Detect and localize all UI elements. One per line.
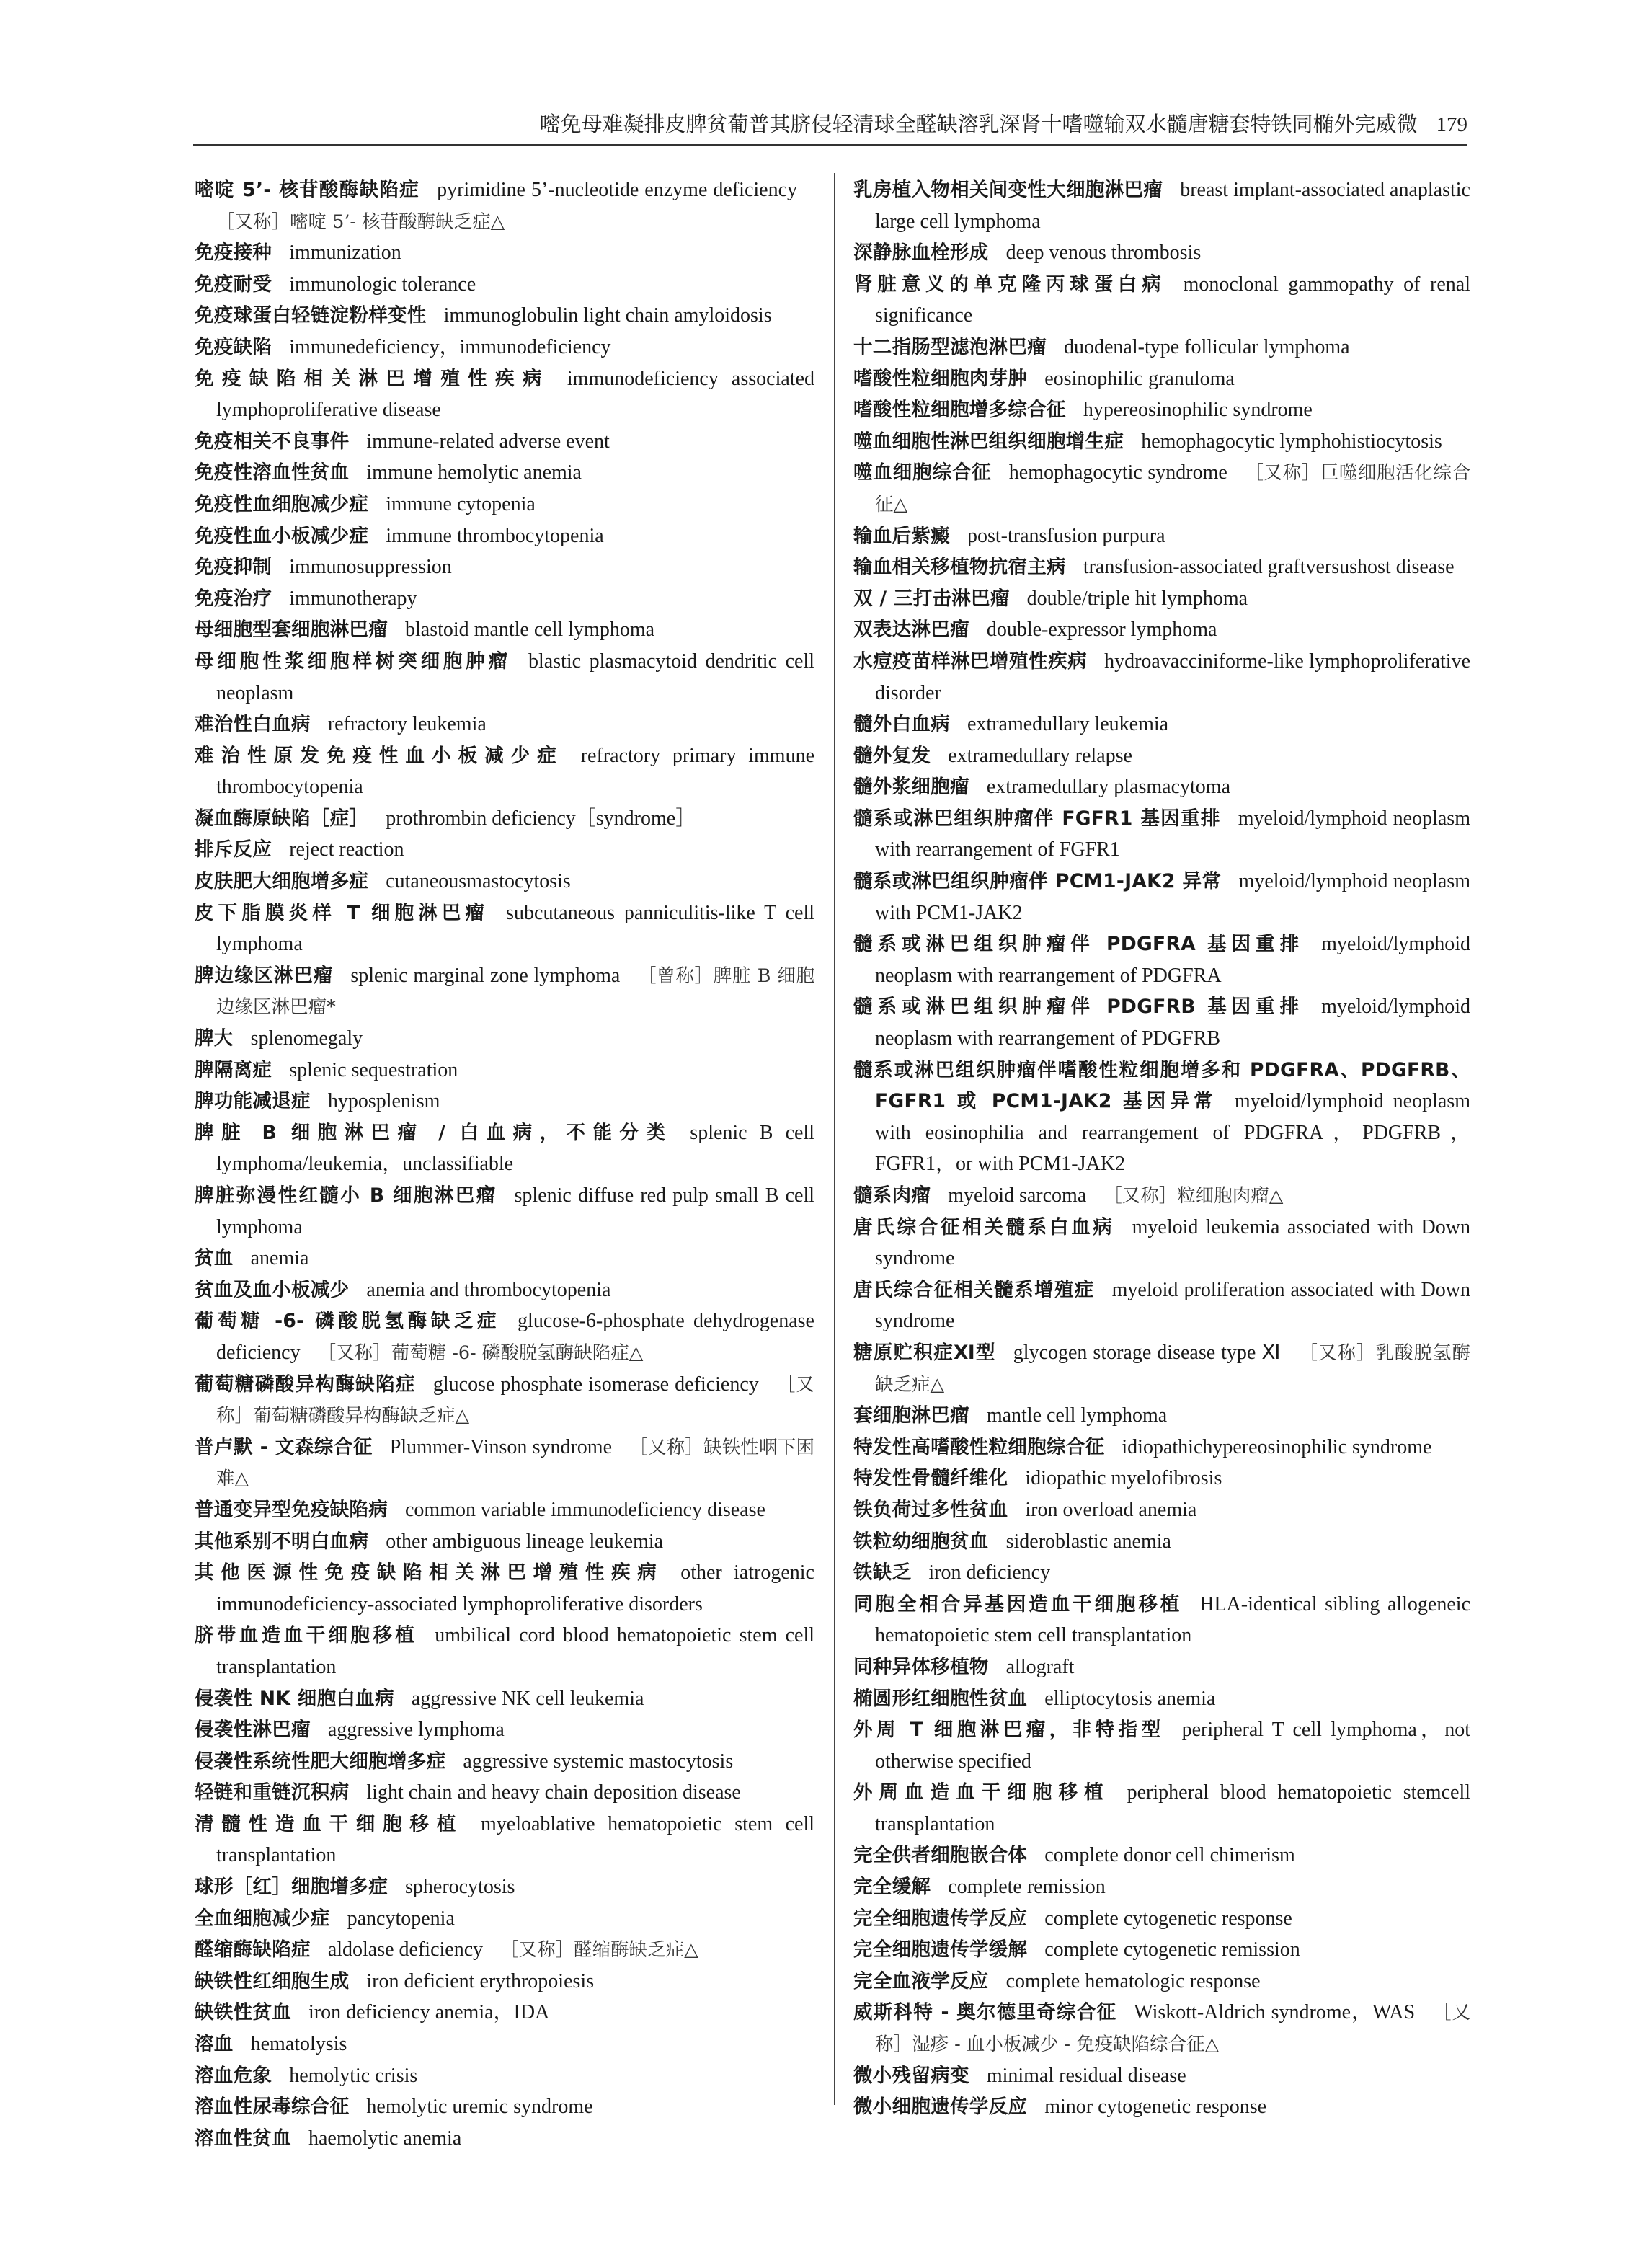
term-chinese: 脾功能减退症 [195, 1090, 311, 1113]
term-chinese: 醛缩酶缺陷症 [195, 1938, 311, 1962]
running-header [0, 108, 1467, 138]
term-english: refractory leukemia [327, 713, 487, 736]
term-english: extramedullary plasmacytoma [986, 776, 1231, 799]
term-chinese: 完全细胞遗传学缓解 [853, 1938, 1028, 1962]
glossary-entry [195, 646, 814, 709]
term-english: reject reaction [289, 838, 404, 861]
term-english: monoclonal gammopathy of renal significance [875, 272, 1470, 327]
term-english: immunologic tolerance [289, 272, 476, 296]
glossary-entry [853, 1463, 1470, 1494]
term-english: common variable immunodeficiency disease [405, 1498, 765, 1521]
term-english: cutaneousmastocytosis [386, 870, 571, 893]
term-english: spherocytosis [405, 1876, 515, 1899]
glossary-entry [853, 1494, 1470, 1526]
term-english: minimal residual disease [986, 2064, 1186, 2087]
glossary-entry [195, 1557, 814, 1620]
glossary-entry [195, 1369, 814, 1432]
term-chinese: 免疫球蛋白轻链淀粉样变性 [195, 304, 427, 327]
term-chinese: 铁粒幼细胞贫血 [853, 1530, 989, 1553]
term-english: complete remission [948, 1876, 1106, 1899]
term-chinese: 贫血及血小板减少 [195, 1278, 350, 1301]
term-english: aggressive systemic mastocytosis [463, 1750, 734, 1773]
term-chinese: 脾大 [195, 1027, 234, 1050]
term-english: aldolase deficiency [327, 1938, 484, 1962]
term-english: idiopathichypereosinophilic syndrome [1122, 1435, 1432, 1458]
glossary-entry [195, 1117, 814, 1180]
term-english: iron deficiency anemia，IDA [308, 2001, 550, 2024]
term-chinese: 免疫抑制 [195, 556, 272, 579]
term-chinese: 缺铁性红细胞生成 [195, 1969, 350, 1993]
term-english: myeloid/lymphoid neoplasm with rearrangement of PDGFRB [875, 996, 1470, 1050]
glossary-entry [853, 991, 1470, 1054]
term-chinese: 威斯科特 - 奥尔德里奇综合征 [853, 2001, 1117, 2024]
glossary-entry [853, 709, 1470, 740]
glossary-entry [195, 1871, 814, 1903]
term-chinese: 糖原贮积症Ⅺ型 [853, 1341, 996, 1364]
term-chinese: 脐带血造血干细胞移植 [195, 1624, 418, 1647]
term-english: myeloablative hematopoietic stem cell transplantation [216, 1812, 815, 1867]
glossary-entry [195, 614, 814, 646]
term-chinese: 髓系或淋巴组织肿瘤伴 FGFR1 基因重排 [853, 807, 1221, 830]
term-chinese: 输血后紫癜 [853, 524, 950, 547]
term-english: glycogen storage disease type Ⅺ [1013, 1341, 1282, 1364]
term-english: splenic diffuse red pulp small B cell lymphoma [216, 1184, 815, 1238]
term-chinese: 清髓性造血干细胞移植 [195, 1812, 463, 1835]
term-chinese: 同胞全相合异基因造血干细胞移植 [853, 1592, 1183, 1615]
glossary-entry [853, 928, 1470, 991]
glossary-entry [853, 1275, 1470, 1337]
glossary-entry [195, 583, 814, 615]
glossary-entry [195, 1620, 814, 1683]
term-alias-note: ［又称］醛缩酶缺乏症△ [500, 1939, 698, 1962]
term-english: prothrombin deficiency［syndrome］ [386, 807, 696, 830]
term-english: sideroblastic anemia [1005, 1530, 1171, 1553]
term-english: hypereosinophilic syndrome [1083, 399, 1313, 422]
glossary-entry [195, 1180, 814, 1243]
glossary-entry [195, 300, 814, 332]
term-english: hemolytic crisis [289, 2064, 418, 2087]
glossary-entry [195, 457, 814, 489]
term-alias-note: ［又称］葡萄糖 -6- 磷酸脱氢酶缺陷症△ [317, 1342, 644, 1364]
term-chinese: 特发性骨髓纤维化 [853, 1467, 1008, 1490]
term-chinese: 凝血酶原缺陷［症］ [195, 807, 369, 830]
term-chinese: 髓系或淋巴组织肿瘤伴 PDGFRB 基因重排 [853, 996, 1305, 1019]
glossary-entry [853, 2091, 1470, 2123]
term-chinese: 球形［红］细胞增多症 [195, 1876, 388, 1899]
glossary-entry [853, 1903, 1470, 1935]
term-alias-note: ［又称］乳酸脱氢酶缺乏症△ [875, 1342, 1470, 1396]
glossary-entry [195, 1714, 814, 1746]
term-chinese: 嗜酸性粒细胞肉芽肿 [853, 367, 1028, 390]
term-english: iron overload anemia [1025, 1498, 1197, 1521]
glossary-entry [853, 2060, 1470, 2092]
glossary-entry [195, 1432, 814, 1494]
term-english: glucose phosphate isomerase deficiency [432, 1373, 759, 1396]
glossary-entry [195, 803, 814, 835]
term-english: complete hematologic response [1005, 1969, 1261, 1993]
glossary-entry [853, 1840, 1470, 1871]
column-divider [834, 173, 835, 2105]
glossary-entry [853, 1557, 1470, 1589]
term-english: minor cytogenetic response [1044, 2096, 1267, 2119]
term-english: immune thrombocytopenia [386, 524, 604, 547]
term-english: complete cytogenetic remission [1044, 1938, 1300, 1962]
term-chinese: 外周 T 细胞淋巴瘤，非特指型 [853, 1719, 1165, 1742]
term-english: other ambiguous lineage leukemia [386, 1530, 664, 1553]
term-chinese: 缺铁性贫血 [195, 2001, 291, 2024]
term-chinese: 髓系或淋巴组织肿瘤伴 PDGFRA 基因重排 [853, 933, 1305, 956]
glossary-entry [853, 1432, 1470, 1463]
term-chinese: 普通变异型免疫缺陷病 [195, 1498, 388, 1521]
term-chinese: 水痘疫苗样淋巴增殖性疾病 [853, 650, 1088, 673]
glossary-entry [853, 866, 1470, 928]
term-chinese: 髓系或淋巴组织肿瘤伴嗜酸性粒细胞增多和 PDGFRA、PDGFRB、FGFR1 或 PCM1-JAK2 基因异常 [853, 1058, 1470, 1113]
term-alias-note: ［又称］嘧啶 5’- 核苷酸酶缺乏症△ [216, 210, 505, 233]
glossary-entry [195, 363, 814, 426]
glossary-entry [195, 426, 814, 458]
term-english: iron deficiency [928, 1561, 1051, 1584]
term-english: umbilical cord blood hematopoietic stem cell transplantation [216, 1624, 815, 1678]
glossary-entry [195, 1055, 814, 1086]
glossary-entry [853, 614, 1470, 646]
term-chinese: 微小残留病变 [853, 2064, 969, 2087]
term-alias-note: ［又称］粒细胞肉瘤△ [1103, 1185, 1284, 1207]
term-chinese: 输血相关移植物抗宿主病 [853, 556, 1066, 579]
term-chinese: 免疫性溶血性贫血 [195, 461, 350, 484]
glossary-entry [195, 1023, 814, 1055]
term-english: double/triple hit lymphoma [1026, 587, 1248, 610]
glossary-entry [853, 1337, 1470, 1400]
term-english: peripheral T cell lymphoma，not otherwise specified [875, 1719, 1471, 1773]
glossary-entry [195, 2029, 814, 2060]
term-english: anemia [250, 1247, 309, 1270]
term-english: extramedullary relapse [948, 744, 1132, 767]
term-chinese: 排斥反应 [195, 838, 272, 861]
glossary-entry [195, 897, 814, 960]
glossary-entry [195, 1997, 814, 2029]
term-chinese: 双表达淋巴瘤 [853, 619, 969, 642]
term-english: subcutaneous panniculitis-like T cell lymphoma [216, 901, 814, 956]
term-english: blastoid mantle cell lymphoma [405, 619, 655, 642]
glossary-entry [195, 174, 814, 237]
term-chinese: 免疫耐受 [195, 272, 272, 296]
term-english: myeloid sarcoma [948, 1184, 1087, 1207]
term-chinese: 套细胞淋巴瘤 [853, 1404, 969, 1427]
term-chinese: 唐氏综合征相关髓系增殖症 [853, 1278, 1095, 1301]
term-english: aggressive NK cell leukemia [411, 1687, 644, 1710]
term-english: myeloid leukemia associated with Down syndrome [875, 1215, 1470, 1270]
term-english: splenic B cell lymphoma/leukemia，unclassifiable [216, 1121, 814, 1176]
term-chinese: 侵袭性系统性肥大细胞增多症 [195, 1750, 446, 1773]
term-english: duodenal-type follicular lymphoma [1064, 335, 1350, 358]
term-chinese: 免疫接种 [195, 241, 272, 265]
glossary-entry [853, 646, 1470, 709]
glossary-entry [853, 457, 1470, 520]
glossary-entry [195, 1243, 814, 1275]
glossary-entry [853, 269, 1470, 332]
term-chinese: 双 / 三打击淋巴瘤 [853, 587, 1010, 610]
term-chinese: 免疫性血小板减少症 [195, 524, 369, 547]
term-chinese: 外周血造血干细胞移植 [853, 1781, 1110, 1804]
term-chinese: 母细胞性浆细胞样树突细胞肿瘤 [195, 650, 511, 673]
glossary-entry [853, 1966, 1470, 1998]
glossary-entry [853, 1683, 1470, 1715]
term-chinese: 母细胞型套细胞淋巴瘤 [195, 619, 388, 642]
term-chinese: 葡萄糖磷酸异构酶缺陷症 [195, 1373, 416, 1396]
term-english: double-expressor lymphoma [986, 619, 1217, 642]
term-chinese: 其他系别不明白血病 [195, 1530, 369, 1553]
term-chinese: 溶血性尿毒综合征 [195, 2096, 350, 2119]
term-chinese: 肾脏意义的单克隆丙球蛋白病 [853, 272, 1166, 296]
term-chinese: 髓外白血病 [853, 713, 950, 736]
term-english: immunodeficiency associated lymphoproliferative disease [216, 367, 814, 422]
glossary-entry [195, 1777, 814, 1809]
term-english: hemophagocytic syndrome [1008, 461, 1227, 484]
glossary-entry [853, 583, 1470, 615]
term-english: extramedullary leukemia [967, 713, 1169, 736]
term-chinese: 髓外复发 [853, 744, 931, 767]
term-chinese: 葡萄糖 -6- 磷酸脱氢酶缺乏症 [195, 1310, 501, 1333]
glossary-entry [195, 1494, 814, 1526]
glossary-entry [195, 2123, 814, 2155]
term-english: immune-related adverse event [366, 430, 610, 453]
header-rule [193, 144, 1467, 146]
page-number: 179 [1436, 113, 1467, 136]
term-english: hemolytic uremic syndrome [366, 2096, 593, 2119]
glossary-entry [853, 394, 1470, 426]
term-chinese: 乳房植入物相关间变性大细胞淋巴瘤 [853, 179, 1163, 201]
term-english: post-transfusion purpura [967, 524, 1165, 547]
glossary-entry [853, 1652, 1470, 1683]
glossary-entry [195, 1275, 814, 1306]
term-alias-note: ［又称］缺铁性咽下困难△ [216, 1436, 814, 1490]
term-english: hematolysis [250, 2033, 347, 2056]
glossary-entry [195, 1086, 814, 1117]
right-column [853, 174, 1470, 2123]
term-english: hydroavacciniforme-like lymphoproliferative disorder [875, 650, 1470, 704]
term-chinese: 同种异体移植物 [853, 1655, 989, 1678]
term-chinese: 微小细胞遗传学反应 [853, 2096, 1028, 2119]
term-chinese: 特发性高嗜酸性粒细胞综合征 [853, 1435, 1105, 1458]
term-chinese: 完全缓解 [853, 1876, 931, 1899]
term-chinese: 免疫相关不良事件 [195, 430, 350, 453]
header-title: 嘧免母难凝排皮脾贫葡普其脐侵轻清球全醛缺溶乳深肾十嗜噬输双水髓唐糖套特铁同椭外完威微 [539, 112, 1418, 136]
term-chinese: 噬血细胞综合征 [853, 461, 992, 484]
term-english: blastic plasmacytoid dendritic cell neoplasm [216, 650, 814, 704]
term-english: hyposplenism [327, 1090, 440, 1113]
term-english: myeloid/lymphoid neoplasm with rearrangement of PDGFRA [875, 933, 1470, 987]
glossary-entry [195, 269, 814, 301]
term-english: haemolytic anemia [308, 2127, 462, 2150]
term-english: glucose-6-phosphate dehydrogenase deficiency [216, 1310, 814, 1364]
glossary-entry [853, 1777, 1470, 1840]
term-alias-note: ［又称］巨噬细胞活化综合征△ [875, 462, 1470, 515]
glossary-entry [853, 426, 1470, 458]
term-english: complete cytogenetic response [1044, 1907, 1292, 1930]
term-chinese: 髓系肉瘤 [853, 1184, 931, 1207]
term-chinese: 完全细胞遗传学反应 [853, 1907, 1028, 1930]
term-english: myeloid/lymphoid neoplasm with rearrangement of FGFR1 [875, 807, 1470, 861]
term-english: light chain and heavy chain deposition disease [366, 1781, 741, 1804]
term-alias-note: ［又称］葡萄糖磷酸异构酶缺乏症△ [216, 1373, 814, 1427]
term-english: elliptocytosis anemia [1044, 1687, 1216, 1710]
glossary-entry [195, 520, 814, 552]
term-chinese: 深静脉血栓形成 [853, 241, 989, 265]
term-chinese: 全血细胞减少症 [195, 1907, 330, 1930]
term-chinese: 嗜酸性粒细胞增多综合征 [853, 399, 1066, 422]
term-chinese: 唐氏综合征相关髓系白血病 [853, 1215, 1115, 1238]
term-english: myeloid proliferation associated with Down syndrome [875, 1278, 1470, 1333]
term-chinese: 脾脏弥漫性红髓小 B 细胞淋巴瘤 [195, 1184, 497, 1207]
glossary-entry [853, 771, 1470, 803]
term-english: immunoglobulin light chain amyloidosis [443, 304, 772, 327]
glossary-entry [195, 1306, 814, 1368]
glossary-entry [195, 1526, 814, 1558]
term-english: myeloid/lymphoid neoplasm with PCM1-JAK2 [875, 870, 1470, 924]
term-chinese: 脾隔离症 [195, 1058, 272, 1081]
glossary-entry [853, 1400, 1470, 1432]
term-chinese: 完全供者细胞嵌合体 [853, 1844, 1028, 1867]
glossary-entry [195, 740, 814, 803]
term-alias-note: ［又称］湿疹 - 血小板减少 - 免疫缺陷综合征△ [875, 2002, 1470, 2056]
term-chinese: 嘧啶 5’- 核苷酸酶缺陷症 [195, 179, 420, 201]
glossary-entry [853, 1180, 1470, 1212]
glossary-entry [195, 1809, 814, 1871]
term-chinese: 十二指肠型滤泡淋巴瘤 [853, 335, 1047, 358]
term-chinese: 难治性白血病 [195, 713, 311, 736]
term-english: HLA-identical sibling allogeneic hematopoietic stem cell transplantation [875, 1592, 1470, 1647]
term-english: splenic sequestration [289, 1058, 458, 1081]
left-column [195, 174, 814, 2154]
term-chinese: 溶血性贫血 [195, 2127, 291, 2150]
term-chinese: 免疫性血细胞减少症 [195, 492, 369, 515]
term-chinese: 噬血细胞性淋巴组织细胞增生症 [853, 430, 1124, 453]
glossary-entry [195, 834, 814, 866]
glossary-entry [853, 551, 1470, 583]
term-chinese: 难治性原发免疫性血小板减少症 [195, 744, 564, 767]
glossary-entry [195, 709, 814, 740]
glossary-entry [195, 1966, 814, 1998]
term-chinese: 免疫治疗 [195, 587, 272, 610]
glossary-entry [195, 1683, 814, 1715]
glossary-entry [195, 1746, 814, 1778]
term-chinese: 脾边缘区淋巴瘤 [195, 964, 334, 987]
glossary-entry [853, 1589, 1470, 1652]
term-english: Plummer-Vinson syndrome [389, 1435, 613, 1458]
term-english: aggressive lymphoma [327, 1719, 505, 1742]
glossary-entry [853, 237, 1470, 269]
term-chinese: 髓外浆细胞瘤 [853, 776, 969, 799]
term-english: hemophagocytic lymphohistiocytosis [1141, 430, 1442, 453]
glossary-entry [195, 237, 814, 269]
term-chinese: 皮下脂膜炎样 T 细胞淋巴瘤 [195, 901, 489, 924]
glossary-entry [853, 740, 1470, 772]
term-english: transfusion-associated graftversushost disease [1083, 556, 1455, 579]
glossary-entry [195, 332, 814, 363]
glossary-entry [195, 551, 814, 583]
glossary-entry [853, 803, 1470, 866]
glossary-entry [195, 866, 814, 897]
term-chinese: 侵袭性淋巴瘤 [195, 1719, 311, 1742]
term-english: eosinophilic granuloma [1044, 367, 1235, 390]
term-english: immunotherapy [289, 587, 417, 610]
term-chinese: 铁缺乏 [853, 1561, 912, 1584]
term-english: deep venous thrombosis [1005, 241, 1202, 265]
glossary-entry [195, 1903, 814, 1935]
term-chinese: 皮肤肥大细胞增多症 [195, 870, 369, 893]
term-english: other iatrogenic immunodeficiency-associated lymphoproliferative disorders [216, 1561, 814, 1615]
term-chinese: 髓系或淋巴组织肿瘤伴 PCM1-JAK2 异常 [853, 870, 1222, 893]
glossary-entry [195, 2091, 814, 2123]
glossary-entry [853, 1871, 1470, 1903]
term-english: pancytopenia [347, 1907, 455, 1930]
glossary-entry [853, 1526, 1470, 1558]
glossary-entry [853, 1714, 1470, 1777]
glossary-entry [853, 363, 1470, 395]
term-chinese: 侵袭性 NK 细胞白血病 [195, 1687, 394, 1710]
term-english: breast implant-associated anaplastic large cell lymphoma [875, 179, 1470, 233]
glossary-entry [195, 489, 814, 520]
term-chinese: 贫血 [195, 1247, 234, 1270]
term-english: immune cytopenia [386, 492, 536, 515]
term-english: myeloid/lymphoid neoplasm with eosinophilia and rearrangement of PDGFRA，PDGFRB，FGFR1，or with PCM1-JAK2 [875, 1090, 1470, 1176]
term-english: immune hemolytic anemia [366, 461, 582, 484]
glossary-entry [853, 1055, 1470, 1180]
glossary-entry [853, 174, 1470, 237]
term-english: mantle cell lymphoma [986, 1404, 1168, 1427]
term-chinese: 轻链和重链沉积病 [195, 1781, 350, 1804]
term-english: pyrimidine 5’-nucleotide enzyme deficiency [437, 179, 798, 201]
glossary-entry [853, 332, 1470, 363]
term-english: immunosuppression [289, 556, 452, 579]
term-english: iron deficient erythropoiesis [366, 1969, 595, 1993]
term-english: allograft [1005, 1655, 1075, 1678]
term-chinese: 溶血 [195, 2033, 234, 2056]
glossary-entry [853, 520, 1470, 552]
term-chinese: 免疫缺陷 [195, 335, 272, 358]
term-english: anemia and thrombocytopenia [366, 1278, 611, 1301]
term-chinese: 脾脏 B 细胞淋巴瘤 / 白血病，不能分类 [195, 1121, 673, 1144]
glossary-entry [853, 1934, 1470, 1966]
glossary-entry [195, 2060, 814, 2092]
term-english: idiopathic myelofibrosis [1025, 1467, 1222, 1490]
term-chinese: 溶血危象 [195, 2064, 272, 2087]
term-english: peripheral blood hematopoietic stemcell transplantation [875, 1781, 1471, 1835]
term-english: complete donor cell chimerism [1044, 1844, 1295, 1867]
term-chinese: 免疫缺陷相关淋巴增殖性疾病 [195, 367, 550, 390]
glossary-entry [853, 1997, 1470, 2060]
term-english: Wiskott-Aldrich syndrome，WAS [1134, 2001, 1416, 2024]
term-english: splenomegaly [250, 1027, 363, 1050]
term-alias-note: ［曾称］脾脏 B 细胞边缘区淋巴瘤* [216, 965, 814, 1019]
term-english: immunization [289, 241, 401, 265]
term-chinese: 椭圆形红细胞性贫血 [853, 1687, 1028, 1710]
term-english: refractory primary immune thrombocytopenia [216, 744, 814, 799]
term-english: splenic marginal zone lymphoma [350, 964, 621, 987]
term-chinese: 其他医源性免疫缺陷相关淋巴增殖性疾病 [195, 1561, 664, 1584]
term-chinese: 铁负荷过多性贫血 [853, 1498, 1008, 1521]
term-chinese: 普卢默 - 文森综合征 [195, 1435, 373, 1458]
term-english: immunedeficiency，immunodeficiency [289, 335, 611, 358]
glossary-entry [195, 960, 814, 1023]
glossary-entry [853, 1212, 1470, 1275]
term-chinese: 完全血液学反应 [853, 1969, 989, 1993]
glossary-entry [195, 1934, 814, 1966]
